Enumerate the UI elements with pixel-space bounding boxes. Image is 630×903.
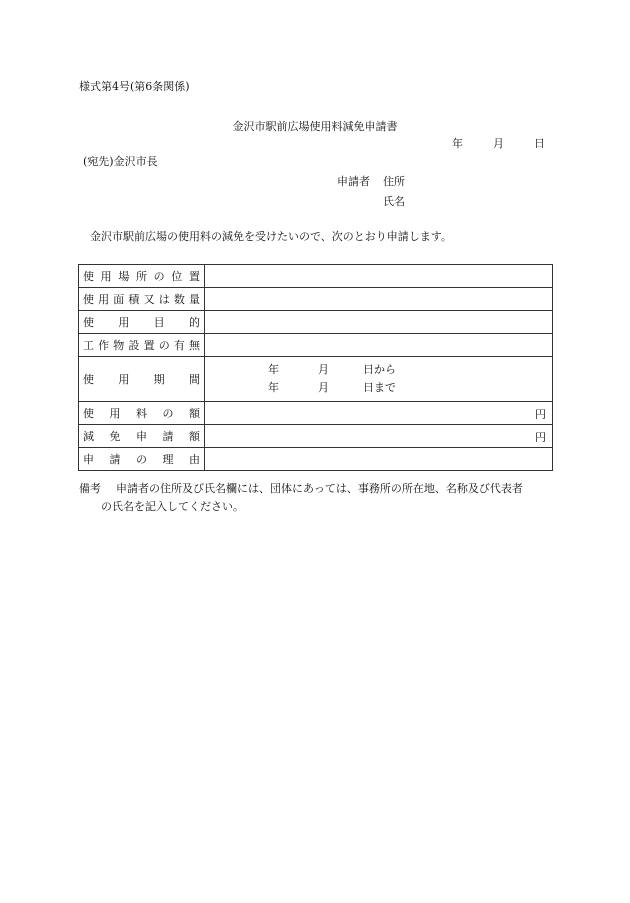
period-block [268, 361, 396, 397]
row-value-cell[interactable] [205, 448, 553, 471]
table-row [79, 265, 553, 288]
row-label: 使 用 面 積 又 は 数 量 [83, 293, 200, 306]
date-line [452, 137, 545, 151]
row-label: 使 用 期 間 [83, 373, 200, 386]
row-value-cell[interactable] [205, 334, 553, 357]
row-value-cell[interactable] [205, 311, 553, 334]
period-to: 年 月 日まで [268, 381, 396, 394]
note-line-2: の氏名を記入してください。 [101, 500, 244, 513]
row-value-cell[interactable] [205, 402, 553, 425]
yen-unit: 円 [535, 431, 546, 444]
intro-text: 金沢市駅前広場の使用料の減免を受けたいので、次のとおり申請します。 [90, 230, 452, 243]
table-row [79, 357, 553, 402]
row-label: 減 免 申 請 額 [83, 430, 200, 443]
table-row [79, 288, 553, 311]
form-number: 様式第4号(第6条関係) [79, 80, 190, 93]
row-label-cell [79, 311, 205, 334]
applicant-label: 申請者 [337, 175, 370, 188]
row-value-cell[interactable] [205, 288, 553, 311]
date-day: 日 [534, 137, 545, 150]
row-label: 申 請 の 理 由 [83, 453, 200, 466]
applicant-name-label: 氏名 [383, 195, 405, 208]
row-label-cell [79, 448, 205, 471]
row-label-cell [79, 357, 205, 402]
table-row [79, 402, 553, 425]
row-label: 工 作 物 設 置 の 有 無 [83, 339, 200, 352]
date-year: 年 [452, 137, 463, 150]
row-label: 使 用 目 的 [83, 316, 200, 329]
row-value-cell[interactable] [205, 357, 553, 402]
table-row [79, 334, 553, 357]
row-value-cell[interactable] [205, 265, 553, 288]
table-row [79, 425, 553, 448]
applicant-block [337, 175, 405, 215]
row-label: 使 用 料 の 額 [83, 407, 200, 420]
row-value-cell[interactable] [205, 425, 553, 448]
note-line-1: 申請者の住所及び氏名欄には、団体にあっては、事務所の所在地、名称及び代表者 [116, 482, 523, 495]
row-label-cell [79, 402, 205, 425]
addressee: (宛先)金沢市長 [83, 155, 158, 168]
yen-unit: 円 [535, 408, 546, 421]
application-table [78, 264, 553, 471]
table-row [79, 311, 553, 334]
row-label-cell [79, 425, 205, 448]
date-month: 月 [493, 137, 504, 150]
table-row [79, 448, 553, 471]
note-heading: 備考 [79, 482, 101, 495]
row-label: 使 用 場 所 の 位 置 [83, 270, 200, 283]
period-from: 年 月 日から [268, 363, 396, 376]
row-label-cell [79, 334, 205, 357]
form-title: 金沢市駅前広場使用料減免申請書 [232, 120, 398, 133]
applicant-address-label: 住所 [383, 175, 405, 188]
row-label-cell [79, 288, 205, 311]
row-label-cell [79, 265, 205, 288]
